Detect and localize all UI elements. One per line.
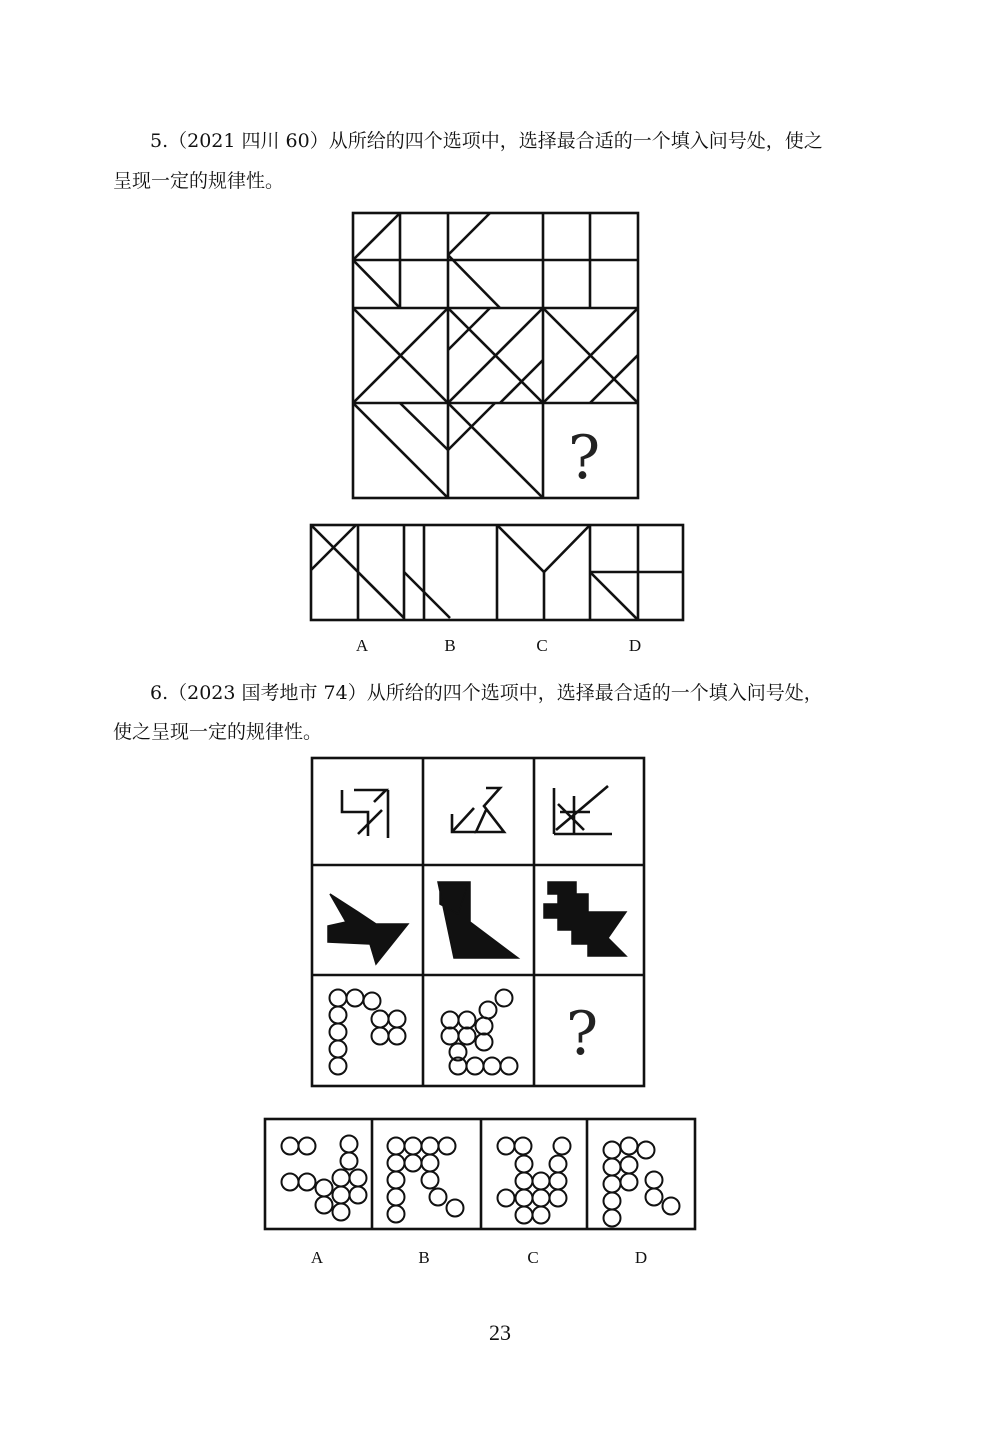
question-6-line-1: 6.（2023 国考地市 74）从所给的四个选项中，选择最合适的一个填入问号处， [150,682,823,704]
question-5-option-d-label[interactable]: D [628,636,642,655]
q6-row1-col2-line-figure [452,788,504,832]
question-6-option-c-figure[interactable] [498,1138,571,1224]
question-6-options-strip [262,1116,700,1234]
question-5-option-b-label[interactable]: B [444,636,456,655]
q6-row2-col3-black-shape [544,882,626,956]
question-5-options-strip [308,522,686,624]
question-5-option-b-figure[interactable] [404,525,450,620]
question-5-line-1: 5.（2021 四川 60）从所给的四个选项中，选择最合适的一个填入问号处，使之 [150,130,823,152]
question-6-option-d-figure[interactable] [604,1138,680,1227]
q6-row2-col2-black-shape [438,882,518,958]
question-5-line-2: 呈现一定的规律性。 [113,170,285,192]
q6-row2-col1-black-shape [328,894,408,964]
question-6-option-a-figure[interactable] [282,1136,367,1221]
q6-row3-col1-circle-figure [330,990,406,1075]
question-5-option-d-figure[interactable] [590,525,683,620]
question-6-line-2: 使之呈现一定的规律性。 [113,721,323,743]
q6-row1-col3-line-figure [554,786,612,834]
q6-row3-col2-circle-figure [442,990,518,1075]
question-6-puzzle-grid [308,754,648,1090]
question-5-puzzle-grid [350,210,642,502]
q6-row1-col1-line-figure [342,790,388,838]
question-6-option-b-figure[interactable] [388,1138,464,1223]
question-5-option-c-label[interactable]: C [536,636,548,655]
page-number: 23 [489,1320,511,1345]
question-6-option-b-label[interactable]: B [418,1248,430,1267]
question-6-option-a-label[interactable]: A [310,1248,324,1267]
question-6-question-mark: ? [566,999,599,1069]
question-5-option-c-figure[interactable] [497,525,590,620]
question-5-option-a-label[interactable]: A [355,636,369,655]
question-6-option-d-label[interactable]: D [634,1248,648,1267]
question-6-option-c-label[interactable]: C [527,1248,539,1267]
question-5-question-mark: ? [568,423,601,493]
question-5-option-a-figure[interactable] [311,525,404,620]
